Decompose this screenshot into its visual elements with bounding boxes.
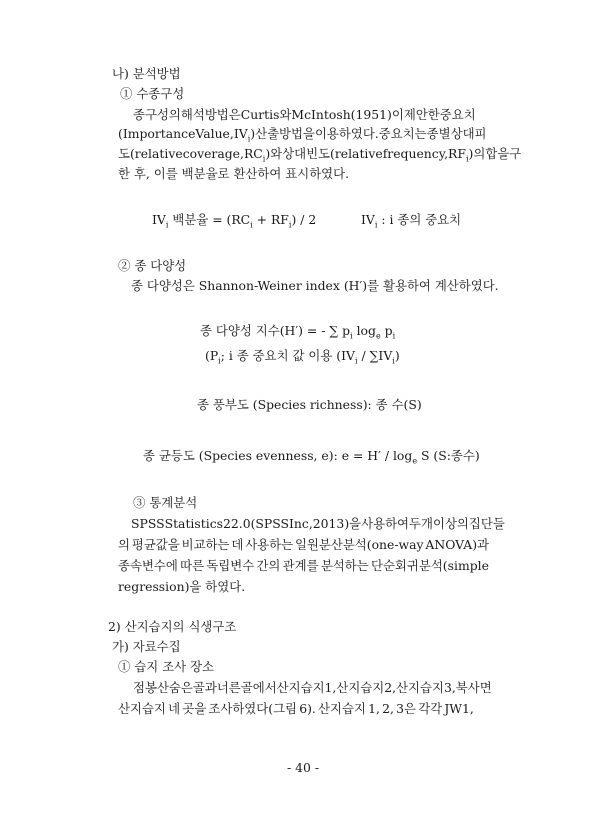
sub2-para: 종 다양성은 Shannon-Weiner index (H′)를 활용하여 계산하였다. bbox=[131, 278, 499, 293]
sub1-para-line2: (Importance Value, $IV_i$) 산출방법을 이용하였다. 중요치는 종별 상대피 bbox=[118, 126, 487, 144]
sub1-para-line3: 도(relative coverage, $RC_i$)와 상대빈도(relative frequency, $RF_i$)의 합을 구 bbox=[118, 146, 522, 164]
section2-para-line2: 산지습지 네 곳을 조사하였다(그림 6). 산지습지 1, 2, 3은 각각 JW1, bbox=[118, 701, 474, 716]
sub1-para-line1: 종구성의 해석방법은 Curtis와 McIntosh(1951)이 제안한 중요치 bbox=[133, 107, 476, 122]
sub3-para-line1: SPSS Statistics 22.0(SPSS Inc, 2013)을 사용하여 두 개 이상의 집단들 bbox=[131, 516, 505, 531]
sub3-para-line3: 종속변수에 따른 독립변수 간의 관계를 분석하는 단순회귀분석(simple bbox=[118, 558, 489, 573]
sub2-heading: ② 종 다양성 bbox=[118, 258, 187, 273]
formula-iv-definition: $IV_i$ : i 종의 중요치 bbox=[361, 212, 462, 230]
sub3-para-line2: 의 평균값을 비교하는 데 사용하는 일원분산분석(one-way ANOVA)과 bbox=[118, 537, 489, 552]
page-number: - 40 - bbox=[286, 760, 320, 775]
analysis-heading: 나) 분석방법 bbox=[112, 66, 181, 81]
sub3-heading: ③ 통계분석 bbox=[133, 495, 198, 510]
sub1-heading: ① 수종구성 bbox=[120, 86, 185, 101]
sub3-para-line4: regression)을 하였다. bbox=[118, 579, 246, 594]
formula-species-evenness: 종 균등도 (Species evenness, e): $e = H' / \log_e S$ (S:종수) bbox=[143, 448, 480, 466]
section2-heading: 2) 산지습지의 식생구조 bbox=[108, 619, 237, 634]
formula-species-richness: 종 풍부도 (Species richness): 종 수(S) bbox=[197, 397, 422, 412]
section2-item-heading: ① 습지 조사 장소 bbox=[118, 659, 215, 674]
section2-para-line1: 점봉산 숨은골과 너른골에서 산지습지1, 산지습지2, 산지습지3, 북사면 bbox=[133, 680, 492, 695]
formula-diversity-index: 종 다양성 지수(H′) = - ∑ $p_i$ $\log_e p_i$ bbox=[200, 323, 396, 341]
section2-sub-heading: 가) 자료수집 bbox=[112, 639, 181, 654]
sub1-para-line4: 한 후, 이를 백분율로 환산하여 표시하였다. bbox=[118, 166, 350, 181]
formula-diversity-note: ($P_i$; i 종 중요치 값 이용 $(IV_i / \sum IV_i)$ bbox=[205, 348, 400, 366]
formula-iv-percent: $IV_i$ 백분율 = $(RC_i + RF_i) / 2$ bbox=[152, 212, 317, 230]
